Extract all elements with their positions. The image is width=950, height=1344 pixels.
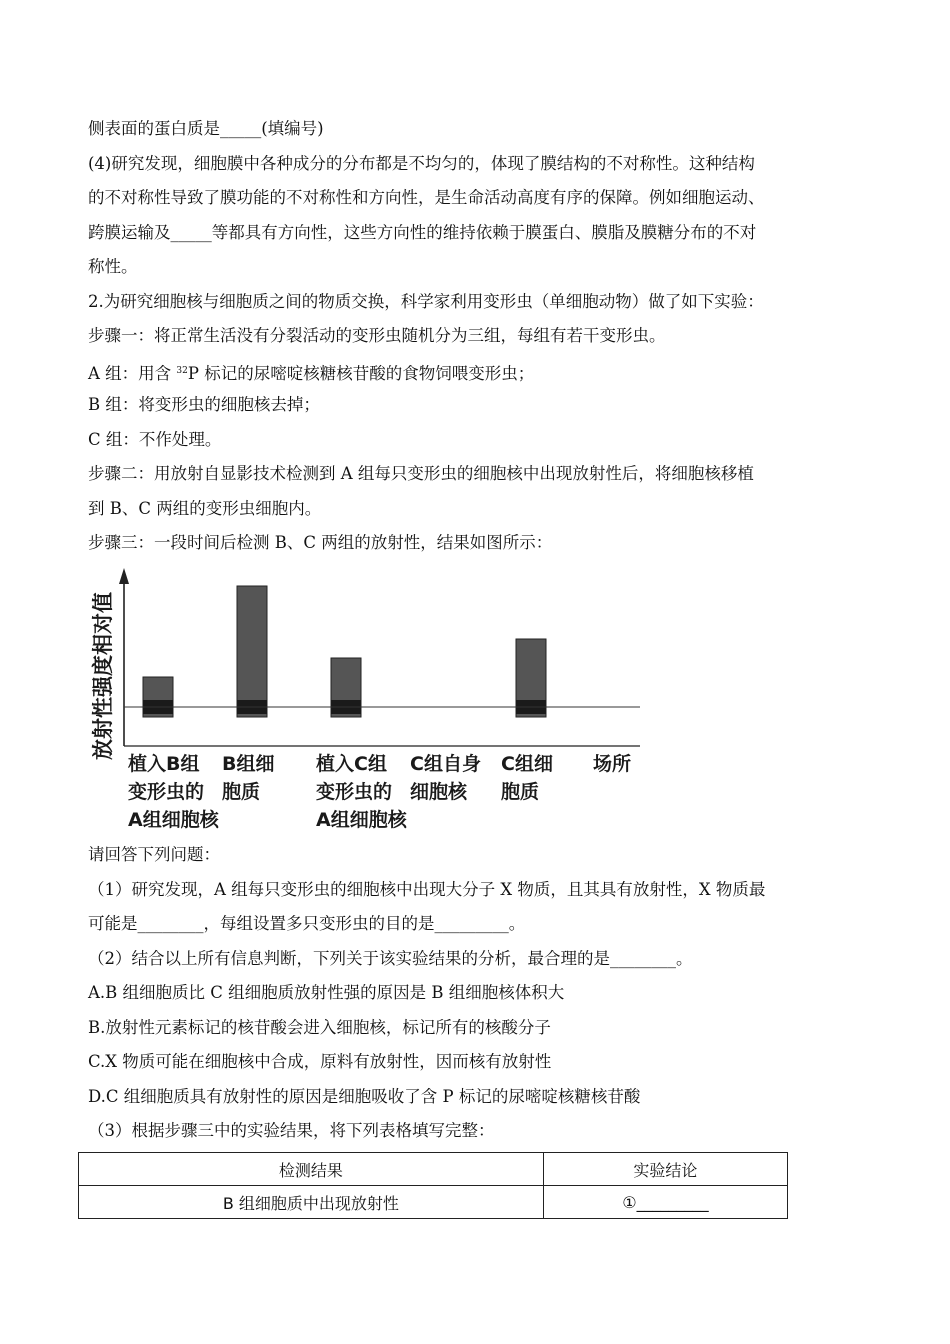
table-header-row bbox=[79, 1153, 788, 1186]
question-text-top bbox=[88, 112, 868, 561]
text-line: 步骤二：用放射自显影技术检测到 A 组每只变形虫的细胞核中出现放射性后，将细胞核移植 bbox=[88, 464, 754, 483]
option-c: C.X 物质可能在细胞核中合成，原料有放射性，因而核有放射性 bbox=[88, 1052, 552, 1071]
table-header-cell: 实验结论 bbox=[543, 1153, 787, 1186]
text-span: A 组：用含 bbox=[88, 363, 177, 383]
result-table bbox=[78, 1152, 788, 1219]
text-line: 称性。 bbox=[88, 257, 138, 276]
text-line: 步骤一：将正常生活没有分裂活动的变形虫随机分为三组，每组有若干变形虫。 bbox=[88, 326, 666, 345]
y-axis-arrow-icon bbox=[119, 568, 129, 584]
table-header-cell: 检测结果 bbox=[79, 1153, 544, 1186]
isotope-superscript: 32 bbox=[176, 365, 188, 376]
category-labels bbox=[128, 752, 553, 831]
text-line: （2）结合以上所有信息判断，下列关于该实验结果的分析，最合理的是________。 bbox=[88, 948, 693, 968]
text-line: C 组：不作处理。 bbox=[88, 429, 222, 449]
text-line: 侧表面的蛋白质是_____(填编号) bbox=[88, 119, 324, 138]
table-cell: B 组细胞质中出现放射性 bbox=[79, 1186, 544, 1219]
text-line: （3）根据步骤三中的实验结果，将下列表格填写完整： bbox=[88, 1121, 495, 1140]
bar-group bbox=[143, 586, 546, 717]
text-line: (4)研究发现，细胞膜中各种成分的分布都是不均匀的，体现了膜结构的不对称性。这种结构 bbox=[88, 153, 755, 173]
option-d: D.C 组细胞质具有放射性的原因是细胞吸收了含 P 标记的尿嘧啶核糖核苷酸 bbox=[88, 1086, 641, 1106]
category-label: 植入C组变形虫的 A组细胞核 bbox=[316, 753, 407, 831]
radioactivity-chart bbox=[88, 564, 648, 834]
option-a: A.B 组细胞质比 C 组细胞质放射性强的原因是 B 组细胞核体积大 bbox=[88, 983, 565, 1002]
category-label: 植入B组变形虫的 A组细胞核 bbox=[128, 753, 219, 831]
table-row bbox=[79, 1186, 788, 1219]
chart-svg bbox=[88, 564, 648, 834]
text-line-group-a bbox=[88, 354, 868, 389]
y-axis-label: 放射性强度相对值 bbox=[91, 592, 115, 760]
text-line: 跨膜运输及_____等都具有方向性，这些方向性的维持依赖于膜蛋白、膜脂及膜糖分布的不对 bbox=[88, 222, 757, 242]
text-line: （1）研究发现，A 组每只变形虫的细胞核中出现大分子 X 物质，且其具有放射性，X 物质最 bbox=[88, 879, 766, 899]
category-label: C组细胞质 bbox=[501, 753, 553, 803]
text-line: B 组：将变形虫的细胞核去掉； bbox=[88, 395, 320, 414]
category-label: C组自身细胞核 bbox=[410, 753, 481, 803]
option-b: B.放射性元素标记的核苷酸会进入细胞核，标记所有的核酸分子 bbox=[88, 1017, 551, 1037]
text-line: 2.为研究细胞核与细胞质之间的物质交换，科学家利用变形虫（单细胞动物）做了如下实验： bbox=[88, 291, 764, 311]
x-axis-label: 场所 bbox=[593, 753, 632, 775]
text-span: P 标记的尿嘧啶核糖核苷酸的食物饲喂变形虫； bbox=[187, 363, 535, 383]
category-label: B组细胞质 bbox=[222, 753, 275, 803]
text-line: 请回答下列问题： bbox=[88, 845, 220, 864]
bar bbox=[237, 586, 267, 717]
text-line: 可能是________，每组设置多只变形虫的目的是_________。 bbox=[88, 914, 526, 933]
text-line: 步骤三：一段时间后检测 B、C 两组的放射性，结果如图所示： bbox=[88, 533, 553, 552]
table-cell-blank: ①_________ bbox=[543, 1186, 787, 1219]
text-line: 到 B、C 两组的变形虫细胞内。 bbox=[88, 498, 322, 518]
text-line: 的不对称性导致了膜功能的不对称性和方向性，是生命活动高度有序的保障。例如细胞运动、 bbox=[88, 188, 765, 207]
question-text-bottom bbox=[88, 838, 878, 1149]
